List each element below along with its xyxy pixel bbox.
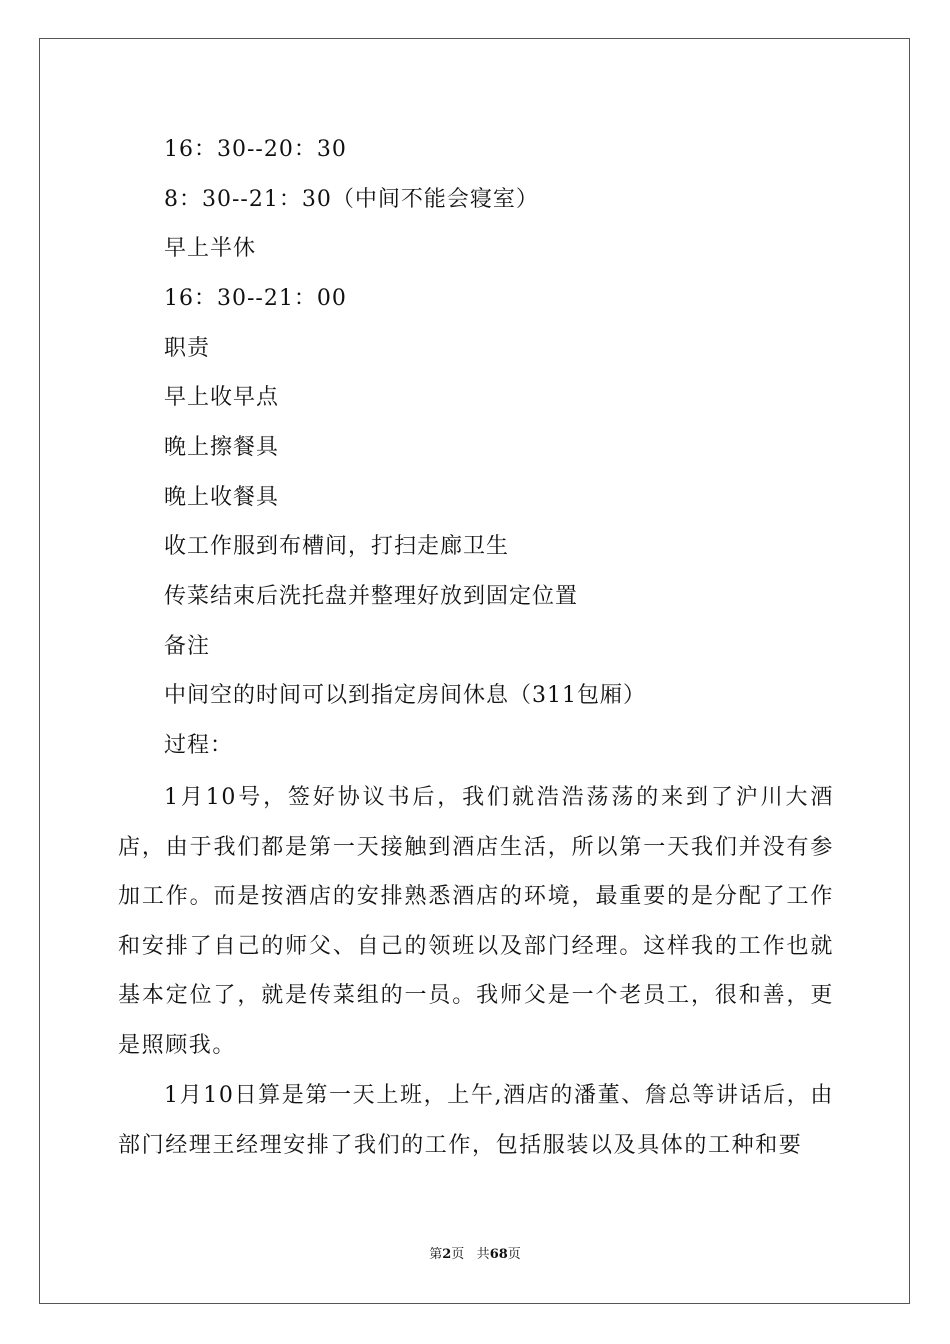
text-line: 传菜结束后洗托盘并整理好放到固定位置 bbox=[164, 584, 579, 609]
text-line: 8：30--21：30（中间不能会寝室） bbox=[164, 187, 539, 212]
text-line: 收工作服到布槽间，打扫走廊卫生 bbox=[164, 534, 510, 559]
text-line: 早上半休 bbox=[164, 236, 257, 261]
footer-prefix: 第 bbox=[429, 1247, 443, 1262]
footer-page-suffix: 页 bbox=[451, 1247, 465, 1262]
footer-total-suffix: 页 bbox=[507, 1247, 521, 1262]
text-line: 晚上擦餐具 bbox=[164, 435, 280, 460]
text-line: 16：30--21：00 bbox=[164, 286, 347, 311]
section-heading-process: 过程： bbox=[164, 733, 234, 758]
footer-total-pages: 68 bbox=[489, 1247, 508, 1262]
section-heading-notes: 备注 bbox=[164, 634, 211, 659]
page-footer bbox=[0, 1246, 950, 1264]
footer-page-number: 2 bbox=[442, 1247, 452, 1262]
body-paragraph: 1月10号，签好协议书后，我们就浩浩荡荡的来到了沪川大酒店，由于我们都是第一天接触到酒店生活，所以第一天我们并没有参加工作。而是按酒店的安排熟悉酒店的环境，最重要的是分配了工作和安排了自己的师父、自己的领班以及部门经理。这样我的工作也就基本定位了，就是传菜组的一员。我师父是一个老员工，很和善，更是照顾我。 bbox=[118, 785, 834, 1058]
section-heading-duties: 职责 bbox=[164, 336, 211, 361]
footer-total-prefix: 共 bbox=[476, 1247, 490, 1262]
text-line: 中间空的时间可以到指定房间休息（311包厢） bbox=[164, 683, 646, 708]
text-line: 晚上收餐具 bbox=[164, 485, 280, 510]
text-line: 早上收早点 bbox=[164, 385, 280, 410]
body-paragraph: 1月10日算是第一天上班，上午,酒店的潘董、詹总等讲话后，由部门经理王经理安排了我们的工作，包括服装以及具体的工种和要 bbox=[118, 1083, 834, 1158]
text-line: 16：30--20：30 bbox=[164, 137, 347, 162]
